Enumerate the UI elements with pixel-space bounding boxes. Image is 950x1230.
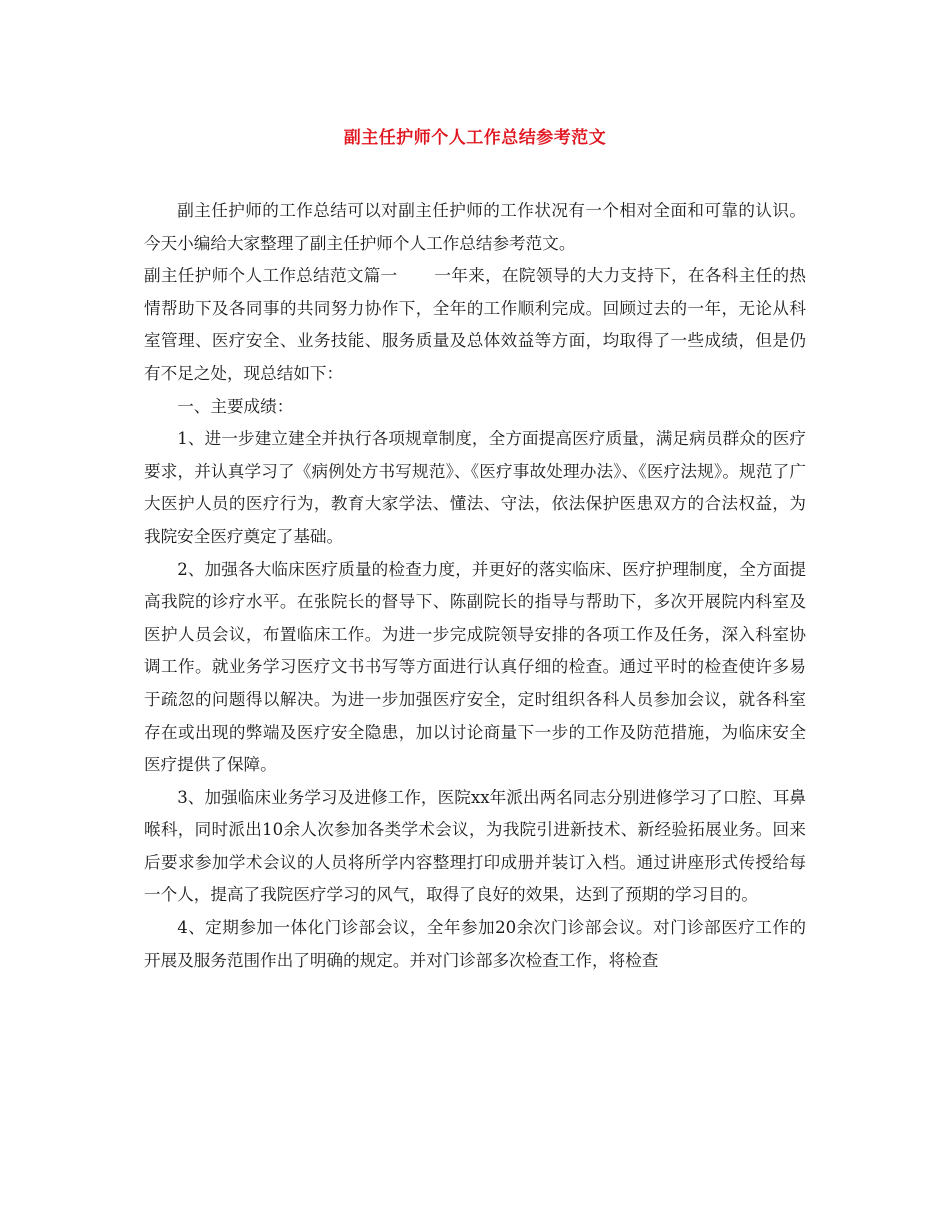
chapter-label: 副主任护师个人工作总结范文篇一 xyxy=(144,266,398,286)
document-title: 副主任护师个人工作总结参考范文 xyxy=(343,128,607,148)
list-item: 2、加强各大临床医疗质量的检查力度，并更好的落实临床、医疗护理制度，全方面提高我院的诊疗水平。在张院长的督导下、陈副院长的指导与帮助下，多次开展院内科室及医护人员会议，布置临床工作。为进一步完成院领导安排的各项工作及任务，深入科室协调工作。就业务学习医疗文书书写等方面进行认真仔细的检查。通过平时的检查使许多易于疏忽的问题得以解决。为进一步加强医疗安全，定时组织各科人员参加会议，就各科室存在或出现的弊端及医疗安全隐患，加以讨论商量下一步的工作及防范措施，为临床安全医疗提供了保障。 xyxy=(144,559,806,775)
document-body xyxy=(144,195,806,977)
section-heading: 一、主要成绩： xyxy=(177,396,294,416)
intro-paragraph: 副主任护师的工作总结可以对副主任护师的工作状况有一个相对全面和可靠的认识。今天小编给大家整理了副主任护师个人工作总结参考范文。 xyxy=(144,201,806,253)
chapter-opening: 一年来，在院领导的大力支持下，在各科主任的热情帮助下及各同事的共同努力协作下，全年的工作顺利完成。回顾过去的一年，无论从科室管理、医疗安全、业务技能、服务质量及总体效益等方面，均取得了一些成绩，但是仍有不足之处，现总结如下： xyxy=(144,266,807,383)
list-item: 4、定期参加一体化门诊部会议，全年参加20余次门诊部会议。对门诊部医疗工作的开展及服务范围作出了明确的规定。并对门诊部多次检查工作，将检查 xyxy=(144,918,806,970)
list-item: 3、加强临床业务学习及进修工作，医院xx年派出两名同志分别进修学习了口腔、耳鼻喉科，同时派出10余人次参加各类学术会议，为我院引进新技术、新经验拓展业务。回来后要求参加学术会议的人员将所学内容整理打印成册并装订入档。通过讲座形式传授给每一个人，提高了我院医疗学习的风气，取得了良好的效果，达到了预期的学习目的。 xyxy=(144,787,806,905)
chapter-paragraph xyxy=(144,260,806,390)
list-item: 1、进一步建立建全并执行各项规章制度，全方面提高医疗质量，满足病员群众的医疗要求，并认真学习了《病例处方书写规范》、《医疗事故处理办法》、《医疗法规》。规范了广大医护人员的医疗行为，教育大家学法、懂法、守法，依法保护医患双方的合法权益，为我院安全医疗奠定了基础。 xyxy=(144,429,806,546)
